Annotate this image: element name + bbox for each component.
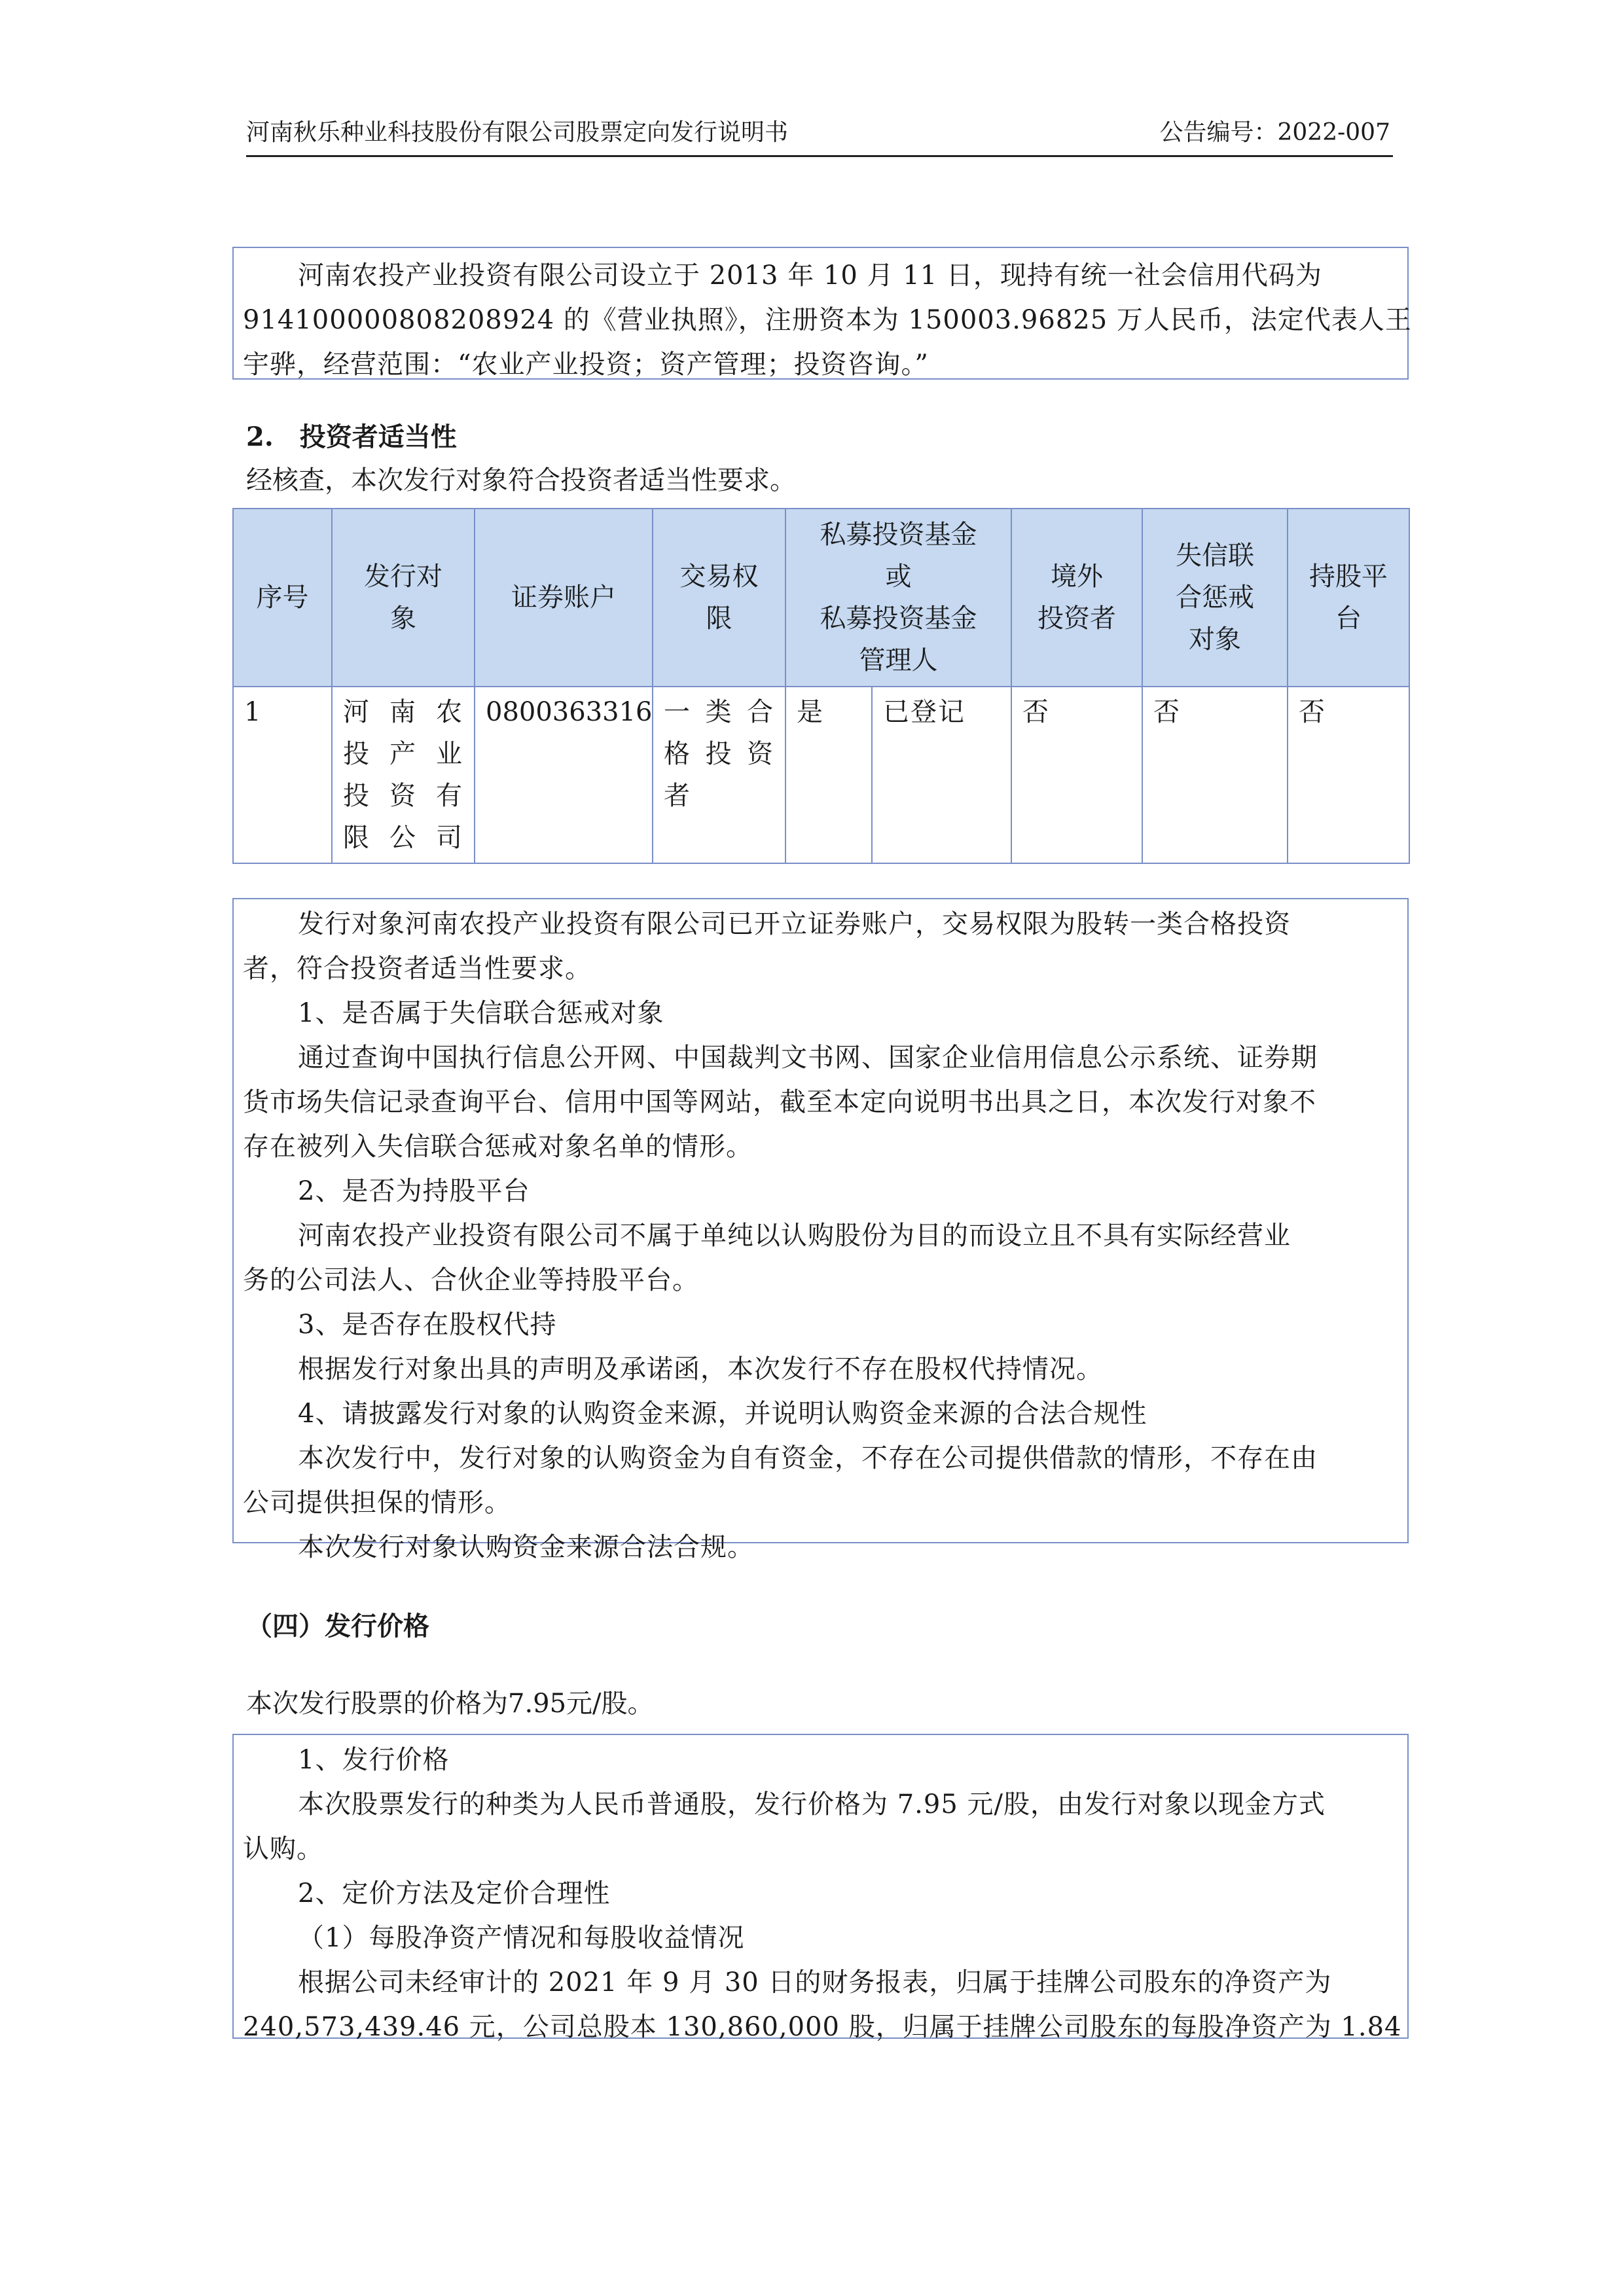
- text-line: 公司提供担保的情形。: [243, 1488, 511, 1518]
- cell-platform: 否: [1288, 687, 1409, 863]
- intro-line: 914100000808208924 的《营业执照》，注册资本为 150003.96825 万人民币，法定代表人王: [243, 305, 1412, 335]
- text-line: 务的公司法人、合伙企业等持股平台。: [243, 1265, 699, 1295]
- cell-issuer: 河南农 投产业 投资有 限公司: [332, 687, 475, 863]
- intro-line: 河南农投产业投资有限公司设立于 2013 年 10 月 11 日，现持有统一社会信用代码为: [298, 260, 1322, 291]
- text-line: 河南农投产业投资有限公司不属于单纯以认购股份为目的而设立且不具有实际经营业: [298, 1221, 1291, 1251]
- cell-trade-permission: 一类合 格投资 者: [653, 687, 785, 863]
- header-issuer: 发行对 象: [332, 509, 475, 687]
- document-title: 河南秋乐种业科技股份有限公司股票定向发行说明书: [246, 119, 789, 146]
- cell-private-fund-flag: 是: [785, 687, 872, 863]
- cell-overseas: 否: [1011, 687, 1142, 863]
- text-line: 根据公司未经审计的 2021 年 9 月 30 日的财务报表，归属于挂牌公司股东的净资产为: [298, 1967, 1332, 1998]
- announcement-number: 公告编号：2022-007: [1159, 119, 1390, 146]
- text-line: 根据发行对象出具的声明及承诺函，本次发行不存在股权代持情况。: [298, 1354, 1103, 1384]
- section-intro-text: 经核查，本次发行对象符合投资者适当性要求。: [246, 465, 796, 495]
- cell-private-fund-status: 已登记: [872, 687, 1011, 863]
- text-line: 货市场失信记录查询平台、信用中国等网站，截至本定向说明书出具之日，本次发行对象不: [243, 1087, 1316, 1117]
- text-line: 通过查询中国执行信息公开网、中国裁判文书网、国家企业信用信息公示系统、证券期: [298, 1043, 1318, 1073]
- cell-no: 1: [233, 687, 332, 863]
- section-title-issue-price: （四）发行价格: [246, 1611, 429, 1641]
- subheading-funds-source: 4、请披露发行对象的认购资金来源，并说明认购资金来源的合法合规性: [298, 1399, 1147, 1429]
- subheading-dishonest: 1、是否属于失信联合惩戒对象: [298, 998, 664, 1028]
- page-header: [246, 115, 1393, 157]
- subheading-proxy: 3、是否存在股权代持: [298, 1310, 557, 1340]
- cell-dishonest: 否: [1142, 687, 1288, 863]
- header-trade-permission: 交易权 限: [653, 509, 785, 687]
- header-platform: 持股平 台: [1288, 509, 1409, 687]
- intro-line: 宇骅，经营范围：“农业产业投资；资产管理；投资咨询。”: [243, 350, 929, 380]
- issue-price-statement: 本次发行股票的价格为7.95元/股。: [246, 1689, 654, 1719]
- subheading-net-assets: （1）每股净资产情况和每股收益情况: [298, 1923, 745, 1953]
- text-line: 者，符合投资者适当性要求。: [243, 954, 592, 984]
- text-line: 存在被列入失信联合惩戒对象名单的情形。: [243, 1132, 753, 1162]
- issuer-description-box: [232, 247, 1412, 380]
- section-title-investor-suitability: 2. 投资者适当性: [246, 422, 457, 452]
- cell-account: 0800363316: [475, 687, 653, 863]
- header-private-fund: 私募投资基金 或 私募投资基金 管理人: [785, 509, 1011, 687]
- text-line: 本次发行对象认购资金来源合法合规。: [298, 1532, 754, 1562]
- text-line: 认购。: [243, 1834, 323, 1864]
- pricing-explanation-box: [232, 1734, 1409, 2042]
- header-dishonest: 失信联 合惩戒 对象: [1142, 509, 1288, 687]
- header-overseas: 境外 投资者: [1011, 509, 1142, 687]
- text-line: 本次发行中，发行对象的认购资金为自有资金，不存在公司提供借款的情形，不存在由: [298, 1443, 1318, 1473]
- suitability-explanation-box: [232, 898, 1409, 1562]
- subheading-pricing-method: 2、定价方法及定价合理性: [298, 1878, 611, 1909]
- table-header-row: [233, 509, 1409, 687]
- header-account: 证券账户: [475, 509, 653, 687]
- investor-suitability-table: [232, 508, 1410, 864]
- table-row: [233, 687, 1409, 863]
- subheading-platform: 2、是否为持股平台: [298, 1176, 530, 1206]
- header-no: 序号: [233, 509, 332, 687]
- text-line: 240,573,439.46 元，公司总股本 130,860,000 股，归属于挂牌公司股东的每股净资产为 1.84: [243, 2012, 1402, 2042]
- text-line: 本次股票发行的种类为人民币普通股，发行价格为 7.95 元/股，由发行对象以现金方式: [298, 1789, 1326, 1820]
- text-line: 发行对象河南农投产业投资有限公司已开立证券账户，交易权限为股转一类合格投资: [298, 909, 1291, 939]
- subheading-issue-price: 1、发行价格: [298, 1745, 450, 1775]
